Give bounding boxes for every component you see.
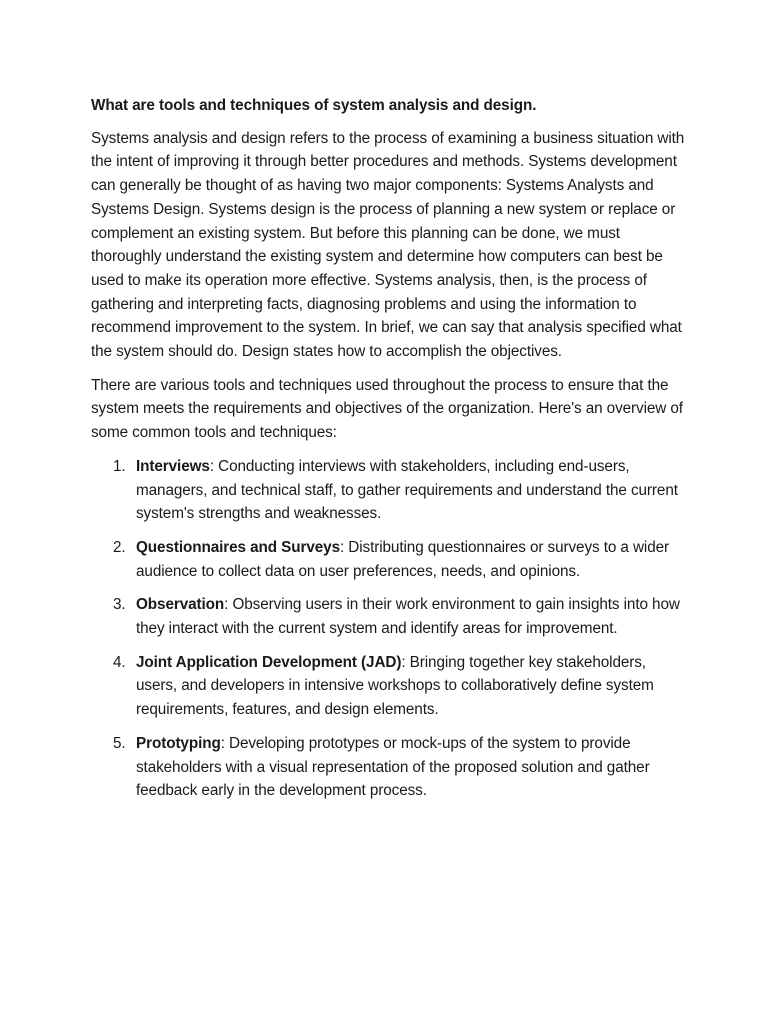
list-item-number: 3.	[113, 596, 126, 614]
paragraph-intro: Systems analysis and design refers to the process of examining a business situation with the intent of improving it through better procedures and methods. Systems development can generally be thought of as having two major components: Systems Analysts and Systems Design. Systems design is the process of planning a new system or replace or complement an existing system. But before this planning can be done, we must thoroughly understand the existing system and determine how computers can best be used to make its operation more effective. Systems analysis, then, is the process of gathering and interpreting facts, diagnosing problems and using the information to recommend improvement to the system. In brief, we can say that analysis specified what the system should do. Design states how to accomplish the objectives.	[91, 129, 685, 361]
list-item-term: Joint Application Development (JAD)	[136, 653, 402, 671]
list-item-text: : Bringing together key stakeholders, users, and developers in intensive workshops to collaboratively define system requirements, features, and design elements.	[136, 653, 654, 719]
list-item	[91, 455, 691, 526]
list-item	[91, 651, 691, 722]
list-item	[91, 732, 691, 803]
document-heading: What are tools and techniques of system analysis and design.	[91, 97, 537, 114]
list-item-text: : Developing prototypes or mock-ups of the system to provide stakeholders with a visual representation of the proposed solution and gather feedback early in the development process.	[136, 734, 650, 800]
list-item-term: Questionnaires and Surveys	[136, 538, 340, 556]
list-item-term: Prototyping	[136, 734, 221, 752]
list-item-text: : Observing users in their work environment to gain insights into how they interact with the current system and identify areas for improvement.	[136, 596, 680, 638]
list-item-text: : Conducting interviews with stakeholders, including end-users, managers, and technical staff, to gather requirements and understand the current system's strengths and weaknesses.	[136, 457, 678, 523]
techniques-list	[91, 455, 691, 803]
list-item-term: Observation	[136, 596, 225, 614]
list-item	[91, 593, 691, 640]
list-item-number: 1.	[113, 457, 126, 475]
list-item	[91, 536, 691, 583]
paragraph-overview: There are various tools and techniques used throughout the process to ensure that the system meets the requirements and objectives of the organization. Here's an overview of some common tools and techniques:	[91, 376, 683, 442]
list-item-text: : Distributing questionnaires or surveys to a wider audience to collect data on user preferences, needs, and opinions.	[136, 538, 670, 580]
list-item-number: 4.	[113, 653, 126, 671]
list-item-number: 2.	[113, 538, 126, 556]
document-body	[91, 94, 691, 813]
list-item-number: 5.	[113, 734, 126, 752]
list-item-term: Interviews	[136, 457, 210, 475]
